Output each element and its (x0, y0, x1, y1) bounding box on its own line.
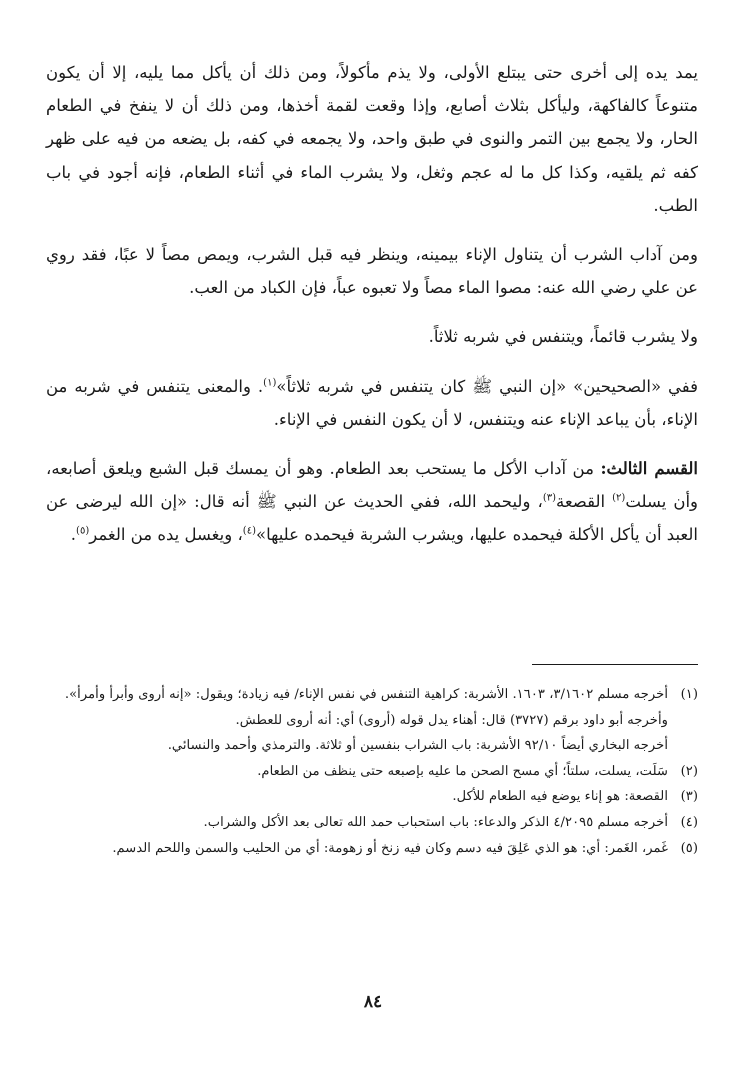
footnote-text: أخرجه مسلم ٣/١٦٠٢، ١٦٠٣. الأشربة: كراهية التنفس في نفس الإناء/ فيه زيادة؛ ويقول: «إنه أروى وأبرأ وأمرأ». (64, 687, 668, 702)
paragraph-2: ومن آداب الشرب أن يتناول الإناء بيمينه، وينظر فيه قبل الشرب، ويمص مصاً لا عبًا، فقد روي عن علي رضي الله عنه: مصوا الماء مصاً ولا تعبوه عباً، فإن الكباد من العب. (46, 245, 698, 298)
footnote-text: القصعة: هو إناء يوضع فيه الطعام للأكل. (452, 789, 668, 805)
paragraph-4-explanation: . والمعنى يتنفس في شربه من الإناء، بأن يباعد الإناء عنه ويتنفس، لا أن يكون النفس في الإناء. (46, 376, 698, 429)
footnote-ref-4[interactable]: (٤) (242, 525, 256, 537)
footnote-5 (46, 836, 698, 862)
paragraph-5 (46, 452, 698, 552)
footnotes (46, 682, 698, 861)
footnote-4 (46, 810, 698, 836)
paragraph-4-hadith: ففي «الصحيحين» «إن النبي ﷺ كان يتنفس في شربه ثلاثاً» (276, 376, 699, 396)
footnote-text: غَمر، الغَمر: أي: هو الذي عَلِقَ فيه دسم وكان فيه زنخ أو زهومة: أي من الحليب والسمن واللحم الدسم. (112, 840, 668, 856)
footnote-text: سَلَت، يسلت، سلتاً؛ أي مسح الصحن ما عليه بإصبعه حتى ينظف من الطعام. (257, 763, 668, 779)
paragraph-5-part-e: . (70, 525, 77, 545)
footnote-ref-1[interactable]: (١) (263, 377, 277, 389)
paragraph-5-part-d: ، ويغسل يده من الغمر (89, 525, 243, 545)
paragraph-5-part-c: ، وليحمد الله، ففي الحديث عن النبي ﷺ أنه قال: «إن الله ليرضى عن العبد أن يأكل الأكلة فيحمده عليها، ويشرب الشربة فيحمده عليها» (46, 492, 698, 545)
paragraph-3: ولا يشرب قائماً، ويتنفس في شربه ثلاثاً. (428, 327, 698, 347)
footnote-number: (٣) (680, 789, 698, 805)
paragraph-5-part-b: القصعة (556, 492, 613, 512)
footnote-ref-2[interactable]: (٢) (612, 492, 626, 504)
footnote-1 (46, 682, 698, 708)
paragraph-4 (46, 370, 698, 436)
footnote-divider (532, 664, 698, 665)
footnote-number: (١) (680, 687, 698, 702)
footnote-number: (٤) (680, 814, 698, 830)
footnote-1-continuation: أخرجه البخاري أيضاً ٩٢/١٠ الأشربة: باب الشراب بنفسين أو ثلاثة. والترمذي وأحمد والنسائي. (167, 738, 668, 754)
footnote-ref-3[interactable]: (٣) (542, 492, 556, 504)
footnote-number: (٥) (680, 840, 698, 856)
footnote-ref-5[interactable]: (٥) (76, 525, 90, 537)
section-heading: القسم الثالث: (600, 459, 699, 479)
main-text (46, 56, 698, 552)
footnote-2 (46, 759, 698, 785)
paragraph-1: يمد يده إلى أخرى حتى يبتلع الأولى، ولا يذم مأكولاً، ومن ذلك أن يأكل مما يليه، إلا أن يكون متنوعاً كالفاكهة، وليأكل بثلاث أصابع، وإذا وقعت لقمة أخذها، ومن ذلك أن لا ينفخ في الطعام الحار، ولا يجمع بين التمر والنوى في طبق واحد، ولا يجمعه في كفه، بل يضعه من فيه على ظهر كفه ثم يلقيه، وكذا كل ما له عجم وثغل، ولا يشرب الماء في أثناء الطعام، فإنه أجود في باب الطب. (46, 63, 698, 215)
footnote-text: أخرجه مسلم ٤/٢٠٩٥ الذكر والدعاء: باب استحباب حمد الله تعالى بعد الأكل والشراب. (203, 814, 668, 830)
paragraph-5-part-a: من آداب الأكل ما يستحب بعد الطعام. وهو أن يمسك قبل الشبع ويلعق أصابعه، وأن يسلت (46, 459, 699, 512)
page-number: ٨٤ (363, 992, 383, 1012)
footnote-3 (46, 784, 698, 810)
footnote-number: (٢) (680, 763, 698, 779)
footnote-1-continuation: وأخرجه أبو داود برقم (٣٧٢٧) قال: أهناء يدل قوله (أروى) أي: أنه أروى للعطش. (235, 712, 668, 728)
